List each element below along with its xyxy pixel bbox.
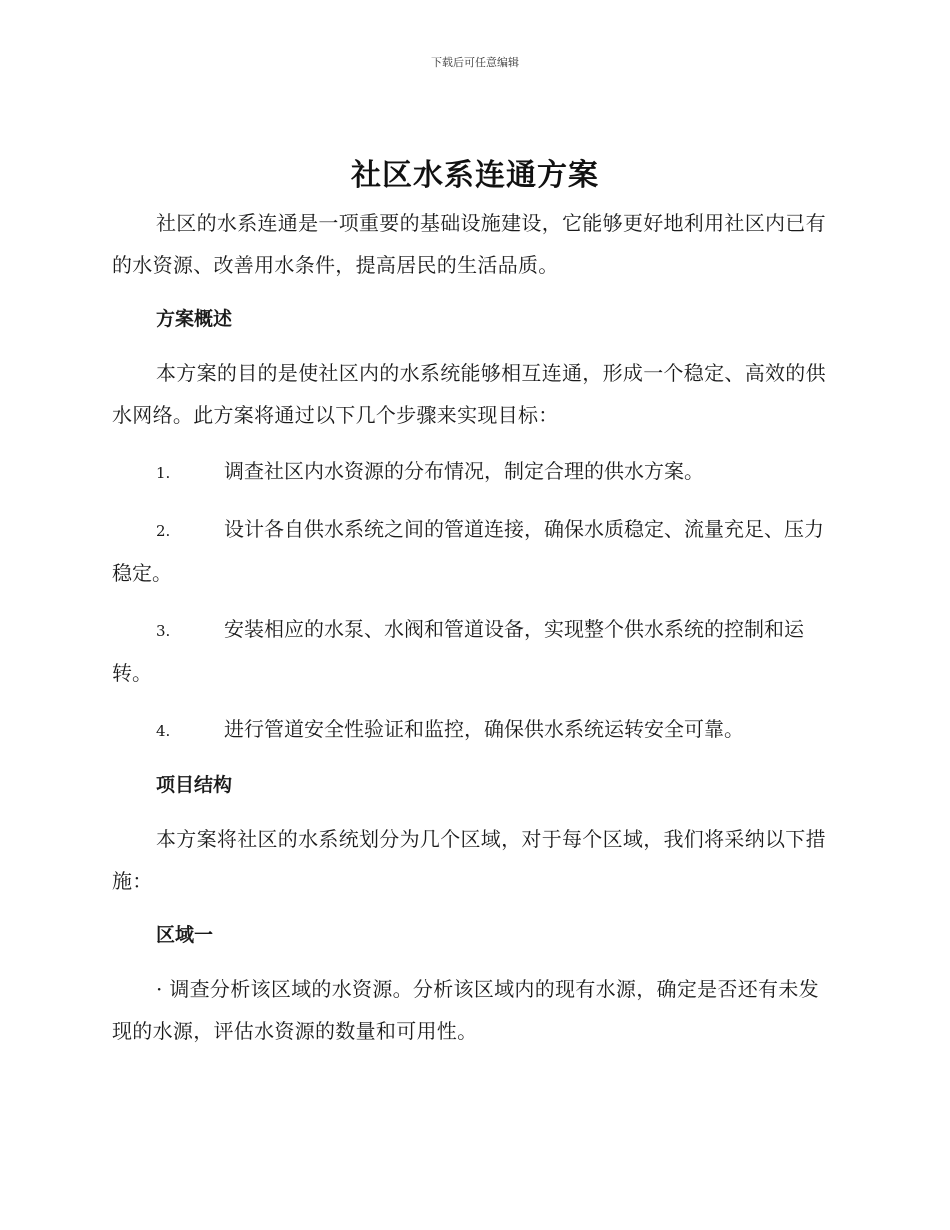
list-number: 2. (156, 522, 171, 540)
overview-paragraph: 本方案的目的是使社区内的水系统能够相互连通，形成一个稳定、高效的供水网络。此方案将通过以下几个步骤来实现目标： (112, 361, 826, 427)
list-number: 4. (156, 722, 171, 740)
list-item (112, 508, 834, 594)
structure-paragraph: 本方案将社区的水系统划分为几个区域，对于每个区域，我们将采纳以下措施： (112, 827, 826, 893)
overview-heading: 方案概述 (156, 308, 233, 330)
list-number: 1. (156, 464, 171, 482)
document-title: 社区水系连通方案 (351, 158, 599, 193)
list-text: 安装相应的水泵、水阀和管道设备，实现整个供水系统的控制和运转。 (112, 617, 804, 685)
list-text: 调查社区内水资源的分布情况，制定合理的供水方案。 (224, 459, 704, 483)
intro-paragraph: 社区的水系连通是一项重要的基础设施建设，它能够更好地利用社区内已有的水资源、改善用水条件，提高居民的生活品质。 (112, 211, 826, 277)
list-text: 设计各自供水系统之间的管道连接，确保水质稳定、流量充足、压力稳定。 (112, 517, 824, 585)
list-item (112, 450, 834, 494)
document-body (112, 202, 834, 1052)
structure-heading: 项目结构 (156, 774, 233, 796)
list-item (112, 608, 834, 694)
list-number: 3. (156, 622, 171, 640)
zone1-paragraph: · 调查分析该区域的水资源。分析该区域内的现有水源，确定是否还有未发现的水源，评估水资源的数量和可用性。 (112, 977, 819, 1043)
header-note: 下载后可任意编辑 (431, 56, 519, 69)
list-item (112, 708, 834, 752)
list-text: 进行管道安全性验证和监控，确保供水系统运转安全可靠。 (224, 717, 744, 741)
zone1-heading: 区域一 (156, 924, 214, 946)
